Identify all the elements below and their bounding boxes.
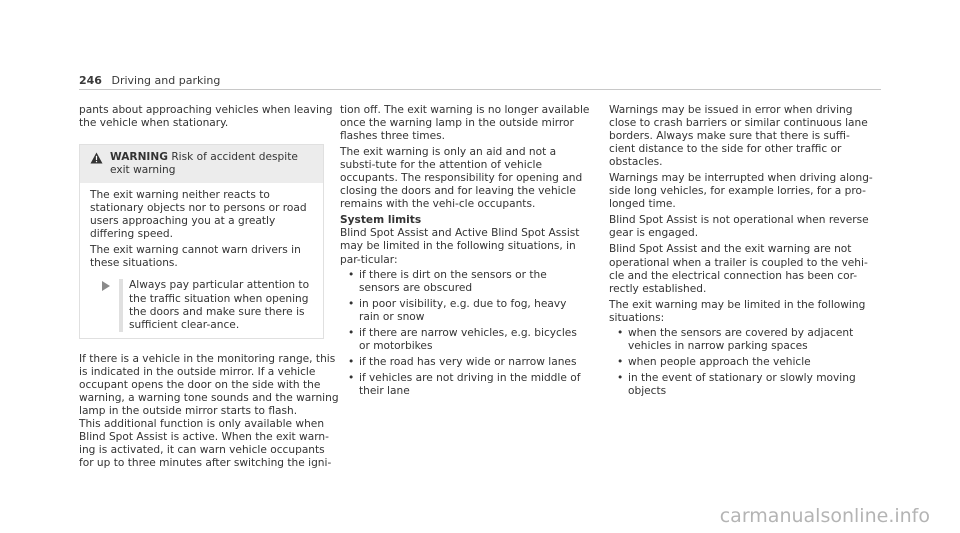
warning-tip: [102, 279, 315, 331]
tip-bar: [119, 279, 123, 331]
warning-box: [79, 144, 324, 339]
paragraph: tion off. The exit warning is no longer available once the warning lamp in the outside mirror flashes three times.: [340, 104, 590, 143]
paragraph: Blind Spot Assist is not operational when reverse gear is engaged.: [609, 214, 869, 240]
paragraph: Warnings may be interrupted when driving along-side long vehicles, for example lorries, for a pro-longed time.: [609, 172, 873, 211]
paragraph: If there is a vehicle in the monitoring range, this is indicated in the outside mirror. If a vehicle occupant opens the door on the side with the warning, a warning tone sounds and the warning lamp in the outside mirror starts to flash.: [79, 352, 339, 417]
list-item: • if there are narrow vehicles, e.g. bicycles or motorbikes: [340, 327, 590, 353]
paragraph: Blind Spot Assist and the exit warning are not operational when a trailer is coupled to the vehi-cle and the electrical connection has been cor-rectly established.: [609, 243, 868, 295]
list-item: • when the sensors are covered by adjacent vehicles in narrow parking spaces: [609, 327, 873, 353]
list-item: • if the road has very wide or narrow lanes: [340, 356, 590, 369]
bullet-list: [609, 327, 873, 398]
page-header: [79, 74, 220, 87]
intro-paragraph: pants about approaching vehicles when leaving the vehicle when stationary.: [79, 104, 333, 130]
warning-label: WARNING: [110, 151, 168, 164]
column-2: [340, 104, 590, 401]
watermark: carmanualsonline.info: [719, 505, 930, 527]
section-heading: System limits: [340, 214, 422, 227]
paragraph: The exit warning is only an aid and not a substi-tute for the attention of vehicle occupants. The responsibility for opening and closing the doors and for leaving the vehicle remains with the vehi-cle occupants.: [340, 146, 583, 211]
column-3: [609, 104, 873, 401]
paragraph: The exit warning may be limited in the following situations:: [609, 298, 866, 324]
header-divider: [79, 89, 881, 90]
column-1: [79, 104, 341, 470]
bullet-list: [340, 269, 590, 398]
warning-title: Risk of accident despite exit warning: [110, 151, 298, 177]
list-item: • when people approach the vehicle: [609, 356, 873, 369]
list-item: • in the event of stationary or slowly moving objects: [609, 372, 873, 398]
warning-text-1: The exit warning neither reacts to stationary objects nor to persons or road users approaching you at a greatly differing speed.: [90, 189, 307, 241]
paragraph: This additional function is only available when Blind Spot Assist is active. When the exit warn-ing is activated, it can warn vehicle occupants for up to three minutes after switching the igni-: [79, 417, 332, 470]
warning-triangle-icon: [90, 152, 103, 164]
warning-text-2: The exit warning cannot warn drivers in these situations.: [90, 244, 301, 270]
list-item: • in poor visibility, e.g. due to fog, heavy rain or snow: [340, 298, 590, 324]
play-arrow-icon: [102, 281, 110, 291]
list-item: • if there is dirt on the sensors or the sensors are obscured: [340, 269, 590, 295]
warning-tip-text: Always pay particular attention to the traffic situation when opening the doors and make sure there is sufficient clear-ance.: [129, 279, 310, 331]
list-item: • if vehicles are not driving in the middle of their lane: [340, 372, 590, 398]
warning-body: [80, 183, 323, 337]
page-number: 246: [79, 74, 102, 87]
section-title: Driving and parking: [111, 74, 221, 87]
warning-header: [80, 145, 323, 183]
paragraph: Blind Spot Assist and Active Blind Spot Assist may be limited in the following situations, in par-ticular:: [340, 227, 580, 266]
paragraph: Warnings may be issued in error when driving close to crash barriers or similar continuous lane borders. Always make sure that there is suffi-cient distance to the side for other traffic or obstacles.: [609, 104, 868, 169]
